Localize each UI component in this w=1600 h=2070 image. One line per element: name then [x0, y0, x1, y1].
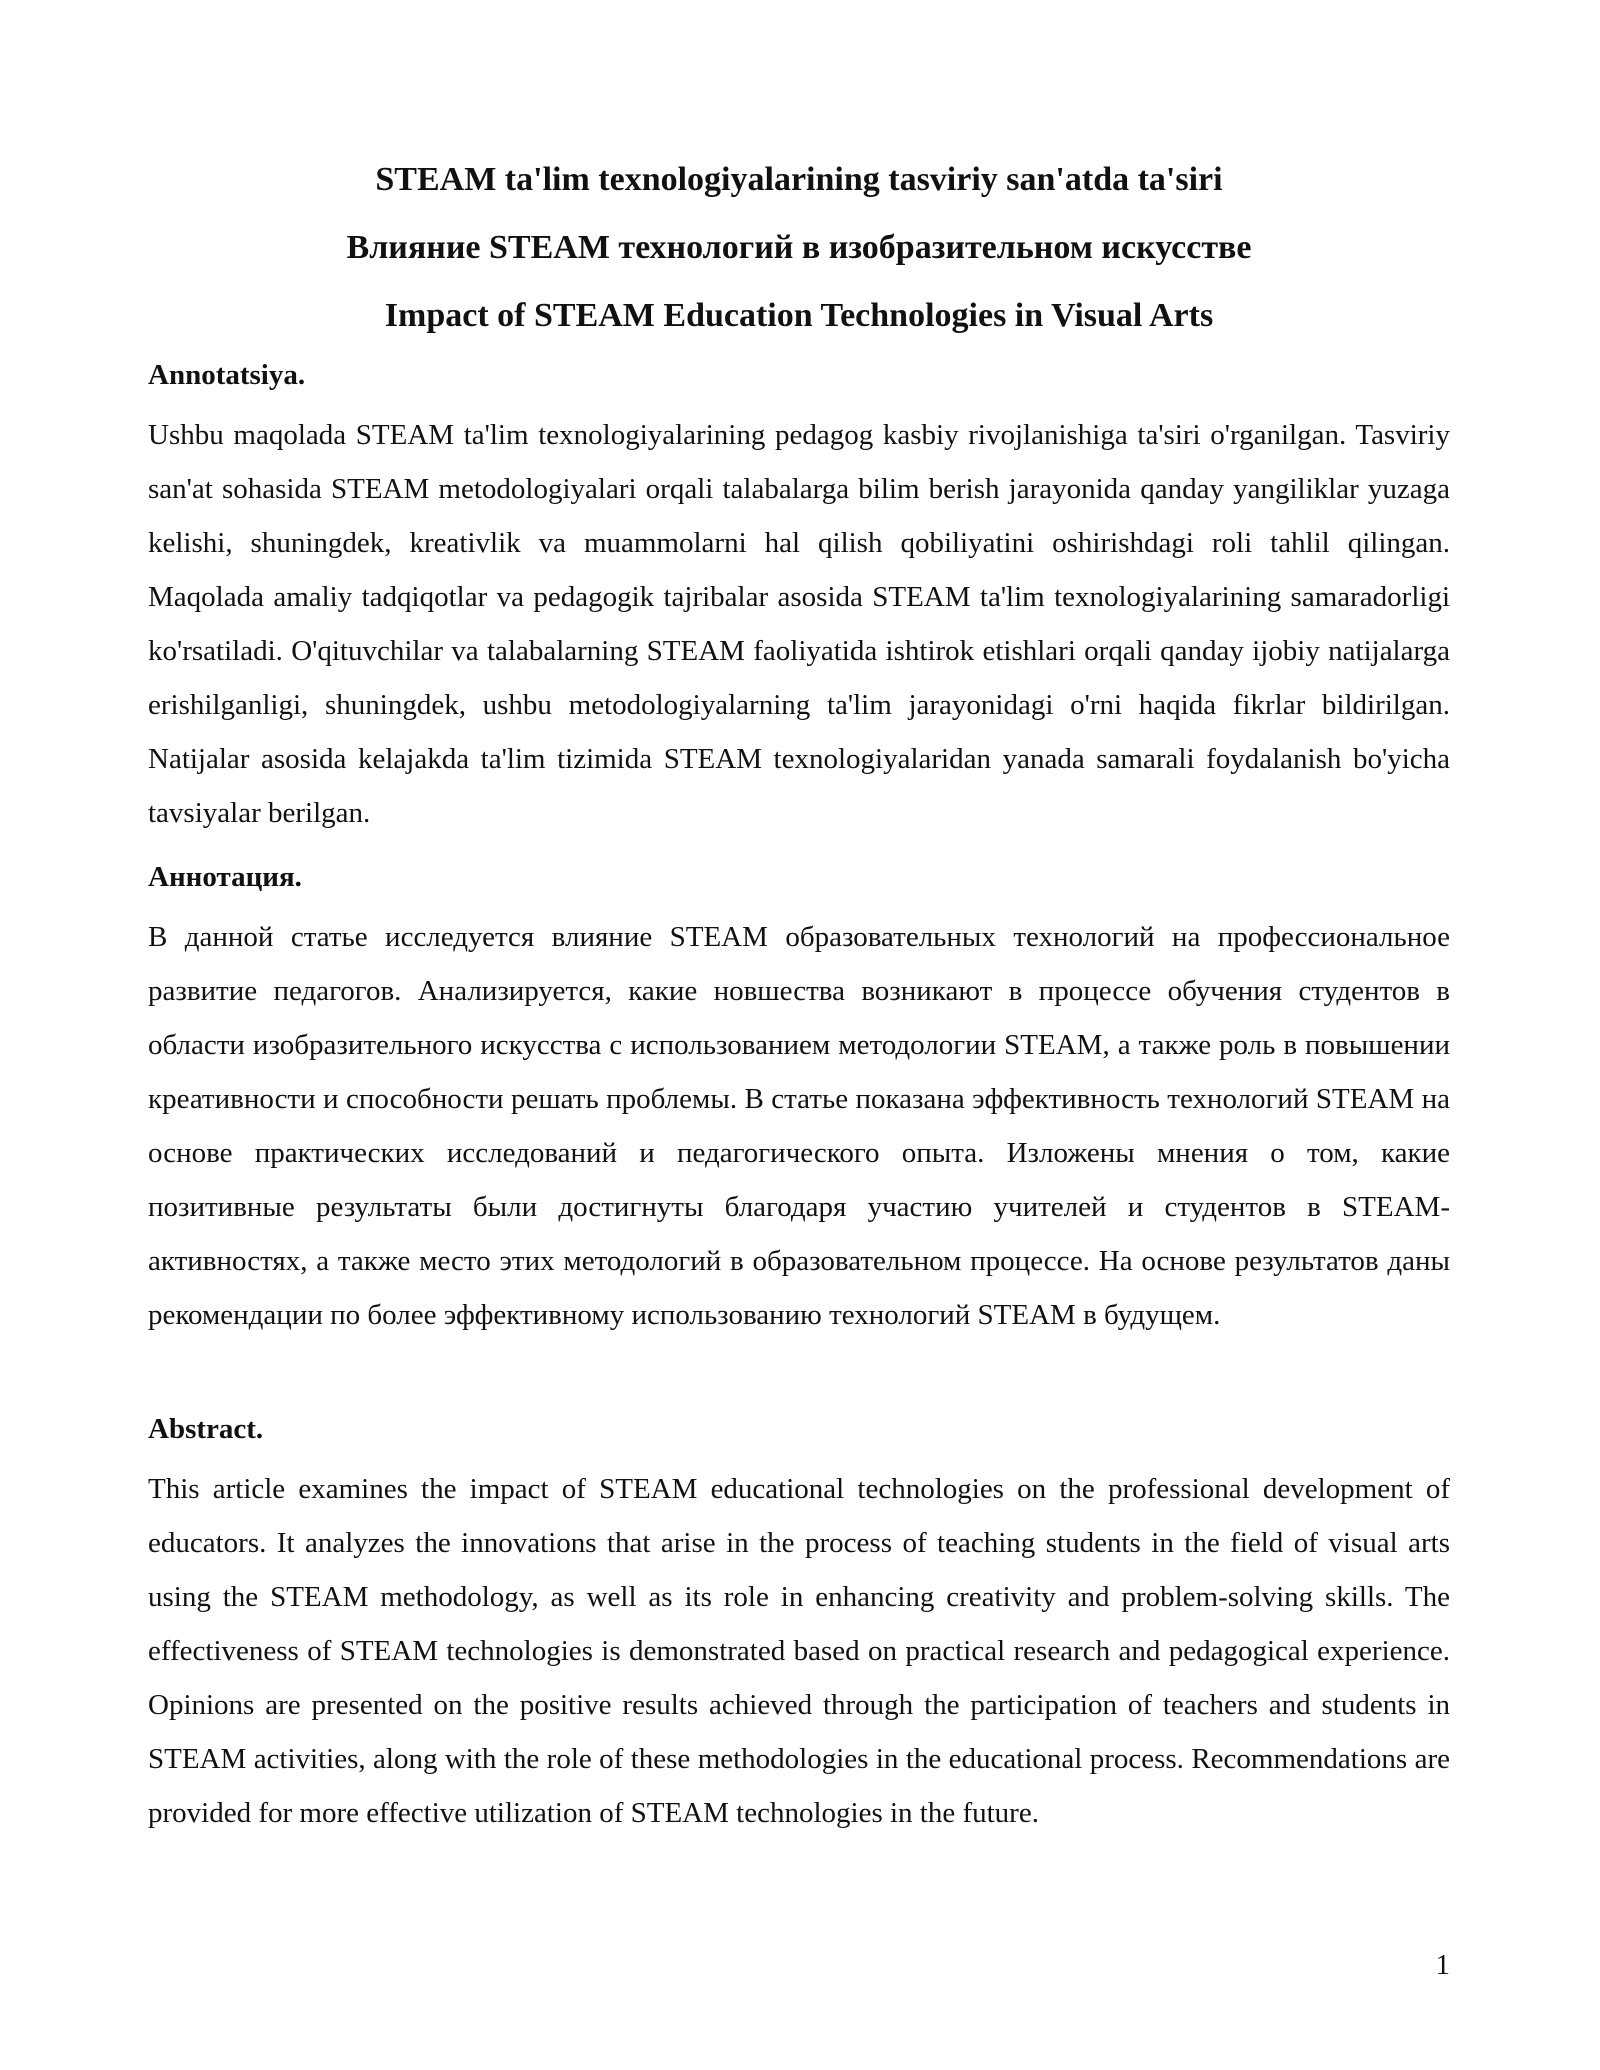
abstract-heading-russian: Аннотация. [148, 861, 302, 893]
title-uzbek: STEAM ta'lim texnologiyalarining tasviriy san'atda ta'siri [375, 161, 1223, 198]
page-number: 1 [1435, 1949, 1450, 1981]
title-block [148, 146, 1450, 350]
title-english: Impact of STEAM Education Technologies in Visual Arts [384, 297, 1214, 334]
abstract-text-russian: В данной статье исследуется влияние STEAM образовательных технологий на профессиональное развитие педагогов. Анализируется, какие новшества возникают в процессе обучения студентов в области изобразительного искусства с использованием методологии STEAM, а также роль в повышении креативности и способности решать проблемы. В статье показана эффективность технологий STEAM на основе практических исследований и педагогического опыта. Изложены мнения о том, какие позитивные результаты были достигнуты благодаря участию учителей и студентов в STEAM-активностях, а также место этих методологий в образовательном процессе. На основе результатов даны рекомендации по более эффективному использованию технологий STEAM в будущем. [148, 921, 1450, 1331]
abstract-section-english [148, 1409, 1450, 1840]
abstract-text-english: This article examines the impact of STEAM educational technologies on the professional development of educators. It analyzes the innovations that arise in the process of teaching students in the field of visual arts using the STEAM methodology, as well as its role in enhancing creativity and problem-solving skills. The effectiveness of STEAM technologies is demonstrated based on practical research and pedagogical experience. Opinions are presented on the positive results achieved through the participation of teachers and students in STEAM activities, along with the role of these methodologies in the educational process. Recommendations are provided for more effective utilization of STEAM technologies in the future. [148, 1473, 1450, 1829]
title-russian: Влияние STEAM технологий в изобразительном искусстве [346, 229, 1252, 266]
abstract-heading-english: Abstract. [148, 1413, 264, 1445]
abstract-section-uzbek [148, 355, 1450, 840]
abstract-section-russian [148, 857, 1450, 1342]
document-page [148, 0, 1450, 2070]
abstract-text-uzbek: Ushbu maqolada STEAM ta'lim texnologiyalarining pedagog kasbiy rivojlanishiga ta'siri o'rganilgan. Tasviriy san'at sohasida STEAM metodologiyalari orqali talabalarga bilim berish jarayonida qanday yangiliklar yuzaga kelishi, shuningdek, kreativlik va muammolarni hal qilish qobiliyatini oshirishdagi roli tahlil qilingan. Maqolada amaliy tadqiqotlar va pedagogik tajribalar asosida STEAM ta'lim texnologiyalarining samaradorligi ko'rsatiladi. O'qituvchilar va talabalarning STEAM faoliyatida ishtirok etishlari orqali qanday ijobiy natijalarga erishilganligi, shuningdek, ushbu metodologiyalarning ta'lim jarayonidagi o'rni haqida fikrlar bildirilgan. Natijalar asosida kelajakda ta'lim tizimida STEAM texnologiyalaridan yanada samarali foydalanish bo'yicha tavsiyalar berilgan. [148, 419, 1450, 829]
abstract-heading-uzbek: Annotatsiya. [148, 359, 306, 391]
